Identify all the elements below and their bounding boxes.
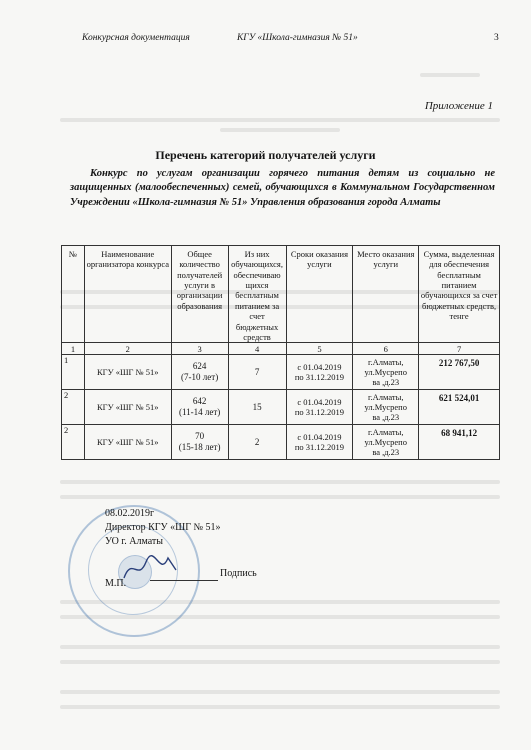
- total-recipients-cell: [171, 425, 228, 460]
- free-meal-count-cell: 2: [228, 425, 286, 460]
- column-header: Из них обучающихся, обеспечиваю щихся бесплатным питанием за счет бюджетных средств: [228, 246, 286, 343]
- organizer-cell: КГУ «ШГ № 51»: [84, 425, 171, 460]
- service-location-cell: [353, 390, 419, 425]
- location-street: ул.Мусрепо: [364, 367, 407, 378]
- bleed-through-line: [60, 495, 500, 499]
- column-number-row: [62, 343, 500, 355]
- service-period-cell: [286, 425, 353, 460]
- bleed-through-line: [60, 480, 500, 484]
- service-location-cell: [353, 355, 419, 390]
- signatory-organization: УО г. Алматы: [105, 536, 164, 547]
- service-period-cell: [286, 355, 353, 390]
- column-header: Наименование организатора конкурса: [84, 246, 171, 343]
- row-number: 1: [62, 355, 85, 390]
- free-meal-count-cell: 15: [228, 390, 286, 425]
- column-header: Место оказания услуги: [353, 246, 419, 343]
- location-city: г.Алматы,: [368, 391, 404, 402]
- row-number: 2: [62, 425, 85, 460]
- period-start: с 01.04.2019: [297, 361, 342, 372]
- column-number: 7: [419, 343, 500, 355]
- recipients-table: [61, 245, 500, 460]
- document-title: Перечень категорий получателей услуги: [155, 148, 376, 162]
- total-count: 642: [192, 396, 207, 407]
- total-recipients-cell: [171, 355, 228, 390]
- handwritten-signature: [120, 548, 180, 588]
- header-doc-type: Конкурсная документация: [82, 33, 190, 43]
- signature-line: [150, 580, 218, 581]
- age-range: (15-18 лет): [178, 442, 221, 453]
- location-city: г.Алматы,: [368, 426, 404, 437]
- age-range: (11-14 лет): [178, 407, 221, 418]
- signature-date: 08.02.2019г: [105, 508, 155, 519]
- intro-paragraph: Конкурс по услугам организации горячего питания детям из социально не защищенных (малообеспеченных) семей, обучающихся в Коммунальном Государственном Учреждении «Школа-гимназия № 51» Управления образования города Алматы: [70, 168, 495, 208]
- column-header: №: [62, 246, 85, 343]
- row-number: 2: [62, 390, 85, 425]
- location-street: ул.Мусрепо: [364, 437, 407, 448]
- signatory-position: Директор КГУ «ШГ № 51»: [105, 522, 221, 533]
- allocated-sum-cell: 68 941,12: [419, 425, 500, 460]
- location-city: г.Алматы,: [368, 356, 404, 367]
- column-number: 3: [171, 343, 228, 355]
- age-range: (7-10 лет): [181, 372, 219, 383]
- table-row: [62, 425, 500, 460]
- location-street: ул.Мусрепо: [364, 402, 407, 413]
- period-end: по 31.12.2019: [294, 442, 345, 453]
- column-header: Сроки оказания услуги: [286, 246, 353, 343]
- period-start: с 01.04.2019: [297, 396, 342, 407]
- total-recipients-cell: [171, 390, 228, 425]
- table-row: [62, 355, 500, 390]
- stamp-place-label: М.П.: [105, 578, 127, 589]
- column-number: 2: [84, 343, 171, 355]
- location-house: ва ,д.23: [372, 412, 400, 423]
- appendix-label: Приложение 1: [424, 100, 493, 112]
- column-number: 4: [228, 343, 286, 355]
- bleed-through-line: [60, 660, 500, 664]
- table-header-row: [62, 246, 500, 343]
- total-count: 624: [192, 361, 207, 372]
- column-number: 1: [62, 343, 85, 355]
- signature-label: Подпись: [220, 568, 257, 579]
- column-number: 5: [286, 343, 353, 355]
- header-organization: КГУ «Школа-гимназия № 51»: [237, 33, 358, 43]
- allocated-sum-cell: 212 767,50: [419, 355, 500, 390]
- organizer-cell: КГУ «ШГ № 51»: [84, 355, 171, 390]
- period-end: по 31.12.2019: [294, 407, 345, 418]
- bleed-through-line: [220, 128, 340, 132]
- column-number: 6: [353, 343, 419, 355]
- page-number: 3: [494, 33, 499, 43]
- location-house: ва ,д.23: [372, 447, 400, 458]
- total-count: 70: [195, 431, 205, 442]
- period-end: по 31.12.2019: [294, 372, 345, 383]
- service-location-cell: [353, 425, 419, 460]
- free-meal-count-cell: 7: [228, 355, 286, 390]
- bleed-through-line: [60, 705, 500, 709]
- bleed-through-line: [60, 690, 500, 694]
- organizer-cell: КГУ «ШГ № 51»: [84, 390, 171, 425]
- column-header: Сумма, выделенная для обеспечения бесплатным питанием обучающихся за счет бюджетных средств, тенге: [419, 246, 500, 343]
- service-period-cell: [286, 390, 353, 425]
- column-header: Общее количество получателей услуги в организации образования: [171, 246, 228, 343]
- allocated-sum-cell: 621 524,01: [419, 390, 500, 425]
- bleed-through-line: [60, 118, 500, 122]
- table-row: [62, 390, 500, 425]
- bleed-through-line: [420, 73, 480, 77]
- location-house: ва ,д.23: [372, 377, 400, 388]
- bleed-through-line: [60, 645, 500, 649]
- period-start: с 01.04.2019: [297, 431, 342, 442]
